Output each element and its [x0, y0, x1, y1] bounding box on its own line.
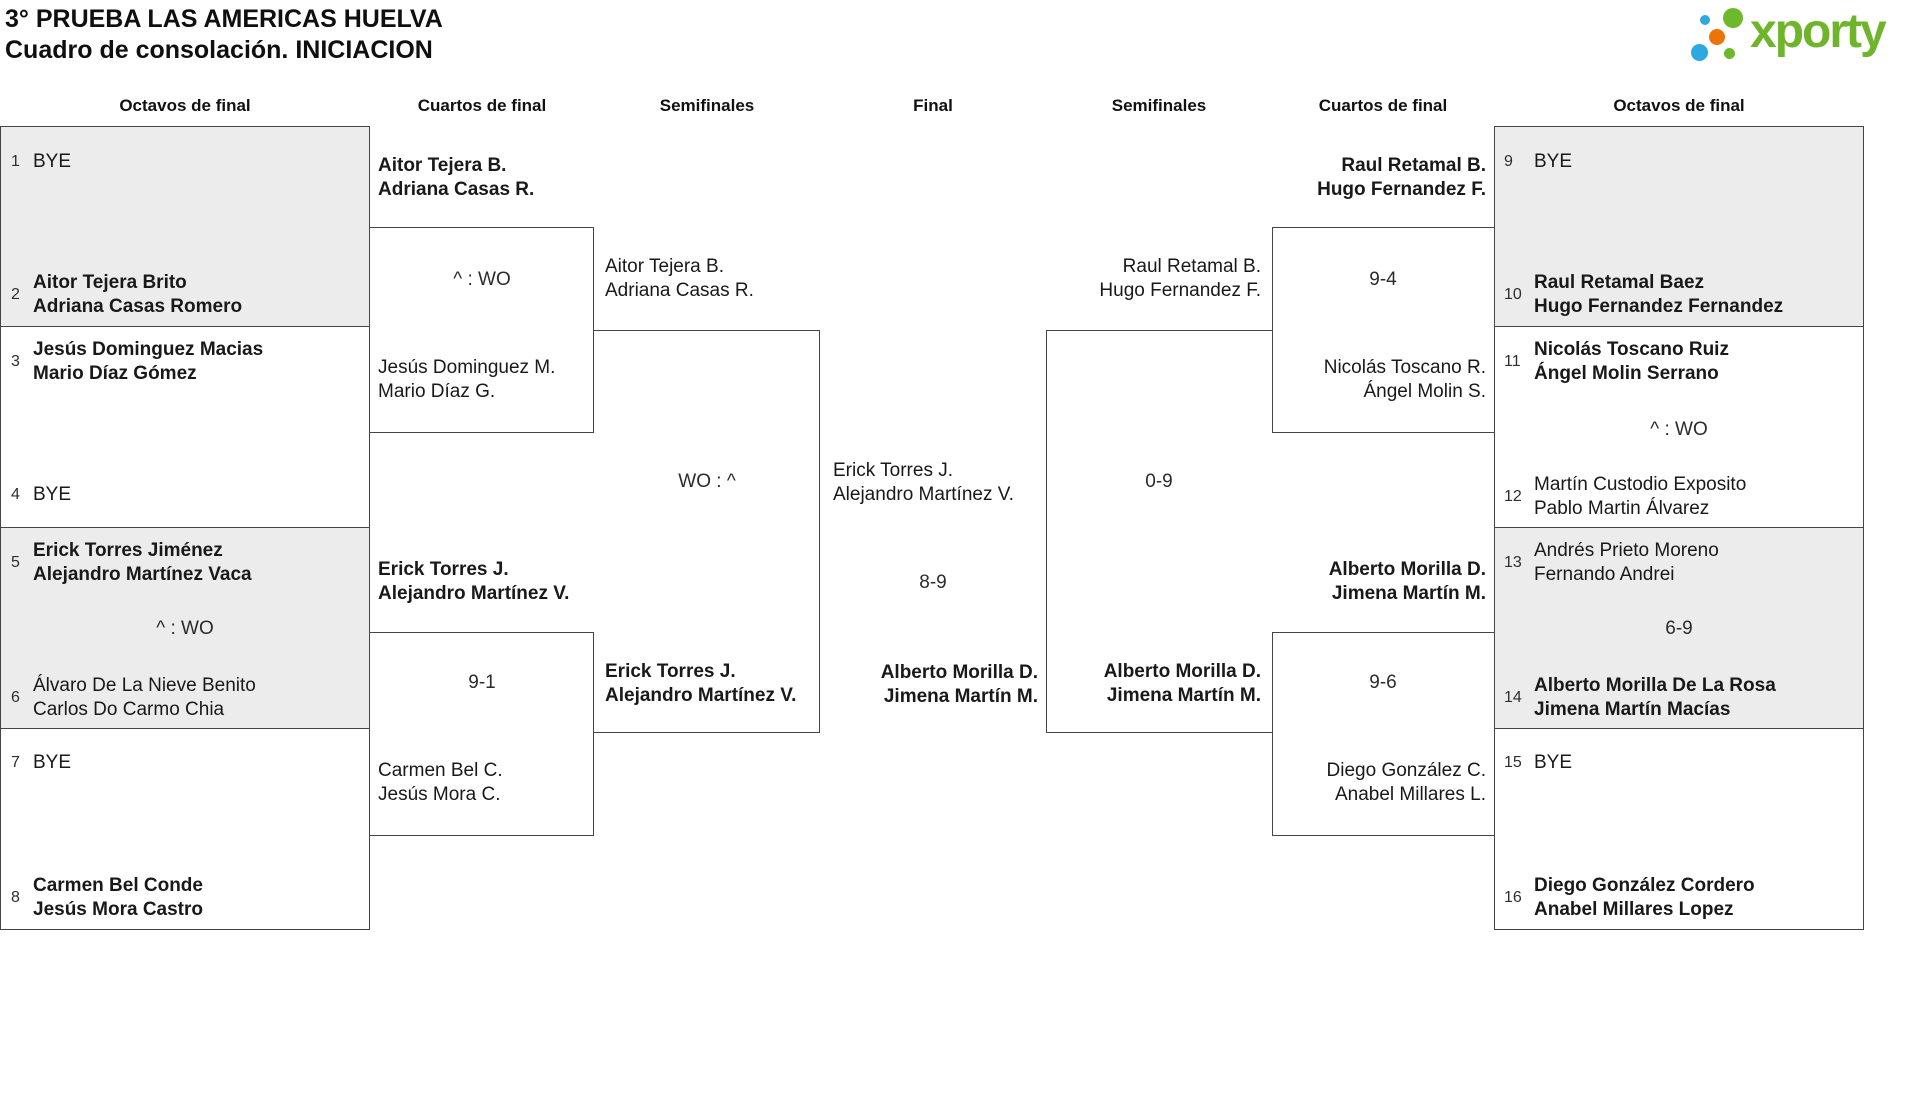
player-line: Raul Retamal B.	[1122, 256, 1261, 277]
xporty-logo[interactable]	[1688, 4, 1916, 76]
seed-number-15: 15	[1504, 754, 1522, 771]
team-pair-2	[33, 271, 242, 319]
round-header-semifinal-right: Semifinales	[1111, 96, 1207, 115]
logo-dot-blue-small	[1700, 15, 1710, 25]
player-line: Alejandro Martínez V.	[833, 484, 1014, 505]
player-line: Aitor Tejera B.	[378, 155, 507, 176]
seed-number-12: 12	[1504, 488, 1522, 505]
team-pair-9	[1534, 150, 1572, 174]
player-line: Anabel Millares Lopez	[1534, 899, 1734, 920]
team-pair-qf-left-loser-2	[378, 759, 503, 807]
player-line: Hugo Fernandez F.	[1099, 280, 1261, 301]
match-score-octavos-left: ^ : WO	[156, 618, 214, 639]
player-line: Alberto Morilla D.	[1103, 661, 1261, 682]
seed-number-11: 11	[1504, 353, 1521, 370]
player-line: Ángel Molin S.	[1363, 381, 1486, 402]
player-line: Jesús Dominguez Macias	[33, 339, 264, 360]
seed-number-14: 14	[1504, 689, 1522, 706]
player-line: BYE	[1534, 752, 1573, 773]
team-pair-10	[1534, 271, 1783, 319]
player-line: Jesús Mora Castro	[33, 899, 204, 920]
team-pair-qf-right-winner-1	[1317, 154, 1486, 202]
match-score-final: 8-9	[919, 572, 947, 593]
team-pair-qf-right-loser-2	[1327, 759, 1486, 807]
team-pair-16	[1534, 874, 1755, 922]
team-pair-qf-left-loser-1	[378, 356, 555, 404]
round-header-cuartos-right: Cuartos de final	[1318, 96, 1448, 115]
team-pair-6	[33, 674, 256, 722]
player-line: Mario Díaz G.	[378, 381, 496, 402]
player-line: Alejandro Martínez Vaca	[33, 564, 252, 585]
player-line: BYE	[33, 151, 72, 172]
logo-dot-blue-big	[1691, 44, 1708, 61]
round-header-semifinal-left: Semifinales	[659, 96, 755, 115]
team-pair-final-winner	[881, 661, 1038, 709]
player-line: Jimena Martín M.	[883, 686, 1038, 707]
team-pair-qf-left-winner-1	[378, 154, 534, 202]
team-pair-qf-right-winner-2	[1329, 558, 1486, 606]
player-line: Hugo Fernandez Fernandez	[1534, 296, 1784, 317]
player-line: Carlos Do Carmo Chia	[33, 699, 225, 720]
player-line: Adriana Casas R.	[605, 280, 754, 301]
player-line: Nicolás Toscano Ruiz	[1534, 339, 1729, 360]
team-pair-8	[33, 874, 203, 922]
round-header-octavos-left: Octavos de final	[119, 96, 251, 115]
seed-number-8: 8	[11, 889, 20, 906]
player-line: Hugo Fernandez F.	[1317, 179, 1486, 200]
logo-dot-orange	[1709, 29, 1725, 45]
logo-dot-green-small	[1724, 48, 1735, 59]
match-score-qf-left-2: 9-1	[468, 672, 496, 693]
player-line: Fernando Andrei	[1534, 564, 1675, 585]
player-line: Jimena Martín M.	[1331, 583, 1486, 604]
seed-number-5: 5	[11, 554, 20, 571]
logo-wordmark: xporty	[1750, 5, 1885, 58]
player-line: Anabel Millares L.	[1334, 784, 1486, 805]
team-pair-7	[33, 751, 71, 775]
player-line: Adriana Casas Romero	[33, 296, 243, 317]
seed-number-2: 2	[11, 286, 20, 303]
seed-number-13: 13	[1504, 554, 1522, 571]
seed-number-3: 3	[11, 353, 20, 370]
player-line: Mario Díaz Gómez	[33, 363, 197, 384]
match-score-qf-right-2: 9-6	[1369, 672, 1397, 693]
player-line: Nicolás Toscano R.	[1323, 357, 1486, 378]
player-line: Alejandro Martínez V.	[378, 583, 570, 604]
team-pair-12	[1534, 473, 1746, 521]
team-pair-14	[1534, 674, 1776, 722]
player-line: Raul Retamal Baez	[1534, 272, 1705, 293]
seed-number-9: 9	[1504, 153, 1513, 170]
tournament-title-line1: 3° PRUEBA LAS AMERICAS HUELVA	[5, 5, 443, 33]
player-line: Jesús Dominguez M.	[378, 357, 556, 378]
match-score-qf-left-1: ^ : WO	[453, 269, 511, 290]
logo-dot-green-big	[1723, 8, 1743, 28]
team-pair-sf-left-top	[605, 255, 754, 303]
round-header-cuartos-left: Cuartos de final	[417, 96, 547, 115]
seed-number-7: 7	[11, 754, 20, 771]
player-line: Diego González Cordero	[1534, 875, 1755, 896]
player-line: Alberto Morilla D.	[1328, 559, 1486, 580]
player-line: Carmen Bel C.	[378, 760, 503, 781]
player-line: Aitor Tejera Brito	[33, 272, 187, 293]
player-line: Erick Torres Jiménez	[33, 540, 223, 561]
player-line: Alberto Morilla De La Rosa	[1534, 675, 1776, 696]
seed-number-10: 10	[1504, 286, 1522, 303]
match-score-qf-right-1: 9-4	[1369, 269, 1397, 290]
team-pair-qf-left-winner-2	[378, 558, 569, 606]
player-line: BYE	[33, 484, 72, 505]
seed-number-16: 16	[1504, 889, 1522, 906]
player-line: Aitor Tejera B.	[605, 256, 724, 277]
team-pair-1	[33, 150, 71, 174]
team-pair-4	[33, 483, 71, 507]
tournament-title-line2: Cuadro de consolación. INICIACION	[5, 36, 433, 64]
round-header-final: Final	[913, 96, 953, 115]
player-line: Raul Retamal B.	[1341, 155, 1486, 176]
player-line: Adriana Casas R.	[378, 179, 535, 200]
team-pair-3	[33, 338, 263, 386]
tournament-title	[5, 4, 443, 66]
player-line: Martín Custodio Exposito	[1534, 474, 1747, 495]
player-line: Erick Torres J.	[605, 661, 736, 682]
player-line: Erick Torres J.	[833, 460, 954, 481]
round-header-octavos-right: Octavos de final	[1613, 96, 1745, 115]
match-score-sf-right: 0-9	[1145, 471, 1173, 492]
player-line: Carmen Bel Conde	[33, 875, 203, 896]
team-pair-5	[33, 539, 252, 587]
team-pair-sf-left-winner	[605, 660, 796, 708]
player-line: Pablo Martin Álvarez	[1534, 498, 1710, 519]
team-pair-final-top	[833, 459, 1014, 507]
player-line: Alejandro Martínez V.	[605, 685, 797, 706]
player-line: BYE	[1534, 151, 1573, 172]
team-pair-13	[1534, 539, 1719, 587]
player-line: Alberto Morilla D.	[880, 662, 1038, 683]
seed-number-1: 1	[11, 153, 20, 170]
player-line: Erick Torres J.	[378, 559, 509, 580]
player-line: Jesús Mora C.	[378, 784, 501, 805]
player-line: Diego González C.	[1326, 760, 1486, 781]
player-line: Jimena Martín M.	[1106, 685, 1261, 706]
seed-number-4: 4	[11, 486, 20, 503]
seed-number-6: 6	[11, 689, 20, 706]
player-line: Jimena Martín Macías	[1534, 699, 1731, 720]
match-score-sf-left: WO : ^	[678, 471, 736, 492]
team-pair-sf-right-top	[1099, 255, 1261, 303]
player-line: Andrés Prieto Moreno	[1534, 540, 1719, 561]
match-score-octavos-right-2: 6-9	[1665, 618, 1693, 639]
team-pair-sf-right-winner	[1104, 660, 1261, 708]
player-line: Álvaro De La Nieve Benito	[33, 675, 256, 696]
match-score-octavos-right-1: ^ : WO	[1650, 419, 1708, 440]
team-pair-11	[1534, 338, 1729, 386]
team-pair-qf-right-loser-1	[1324, 356, 1486, 404]
team-pair-15	[1534, 751, 1572, 775]
player-line: Ángel Molin Serrano	[1534, 363, 1719, 384]
player-line: BYE	[33, 752, 72, 773]
